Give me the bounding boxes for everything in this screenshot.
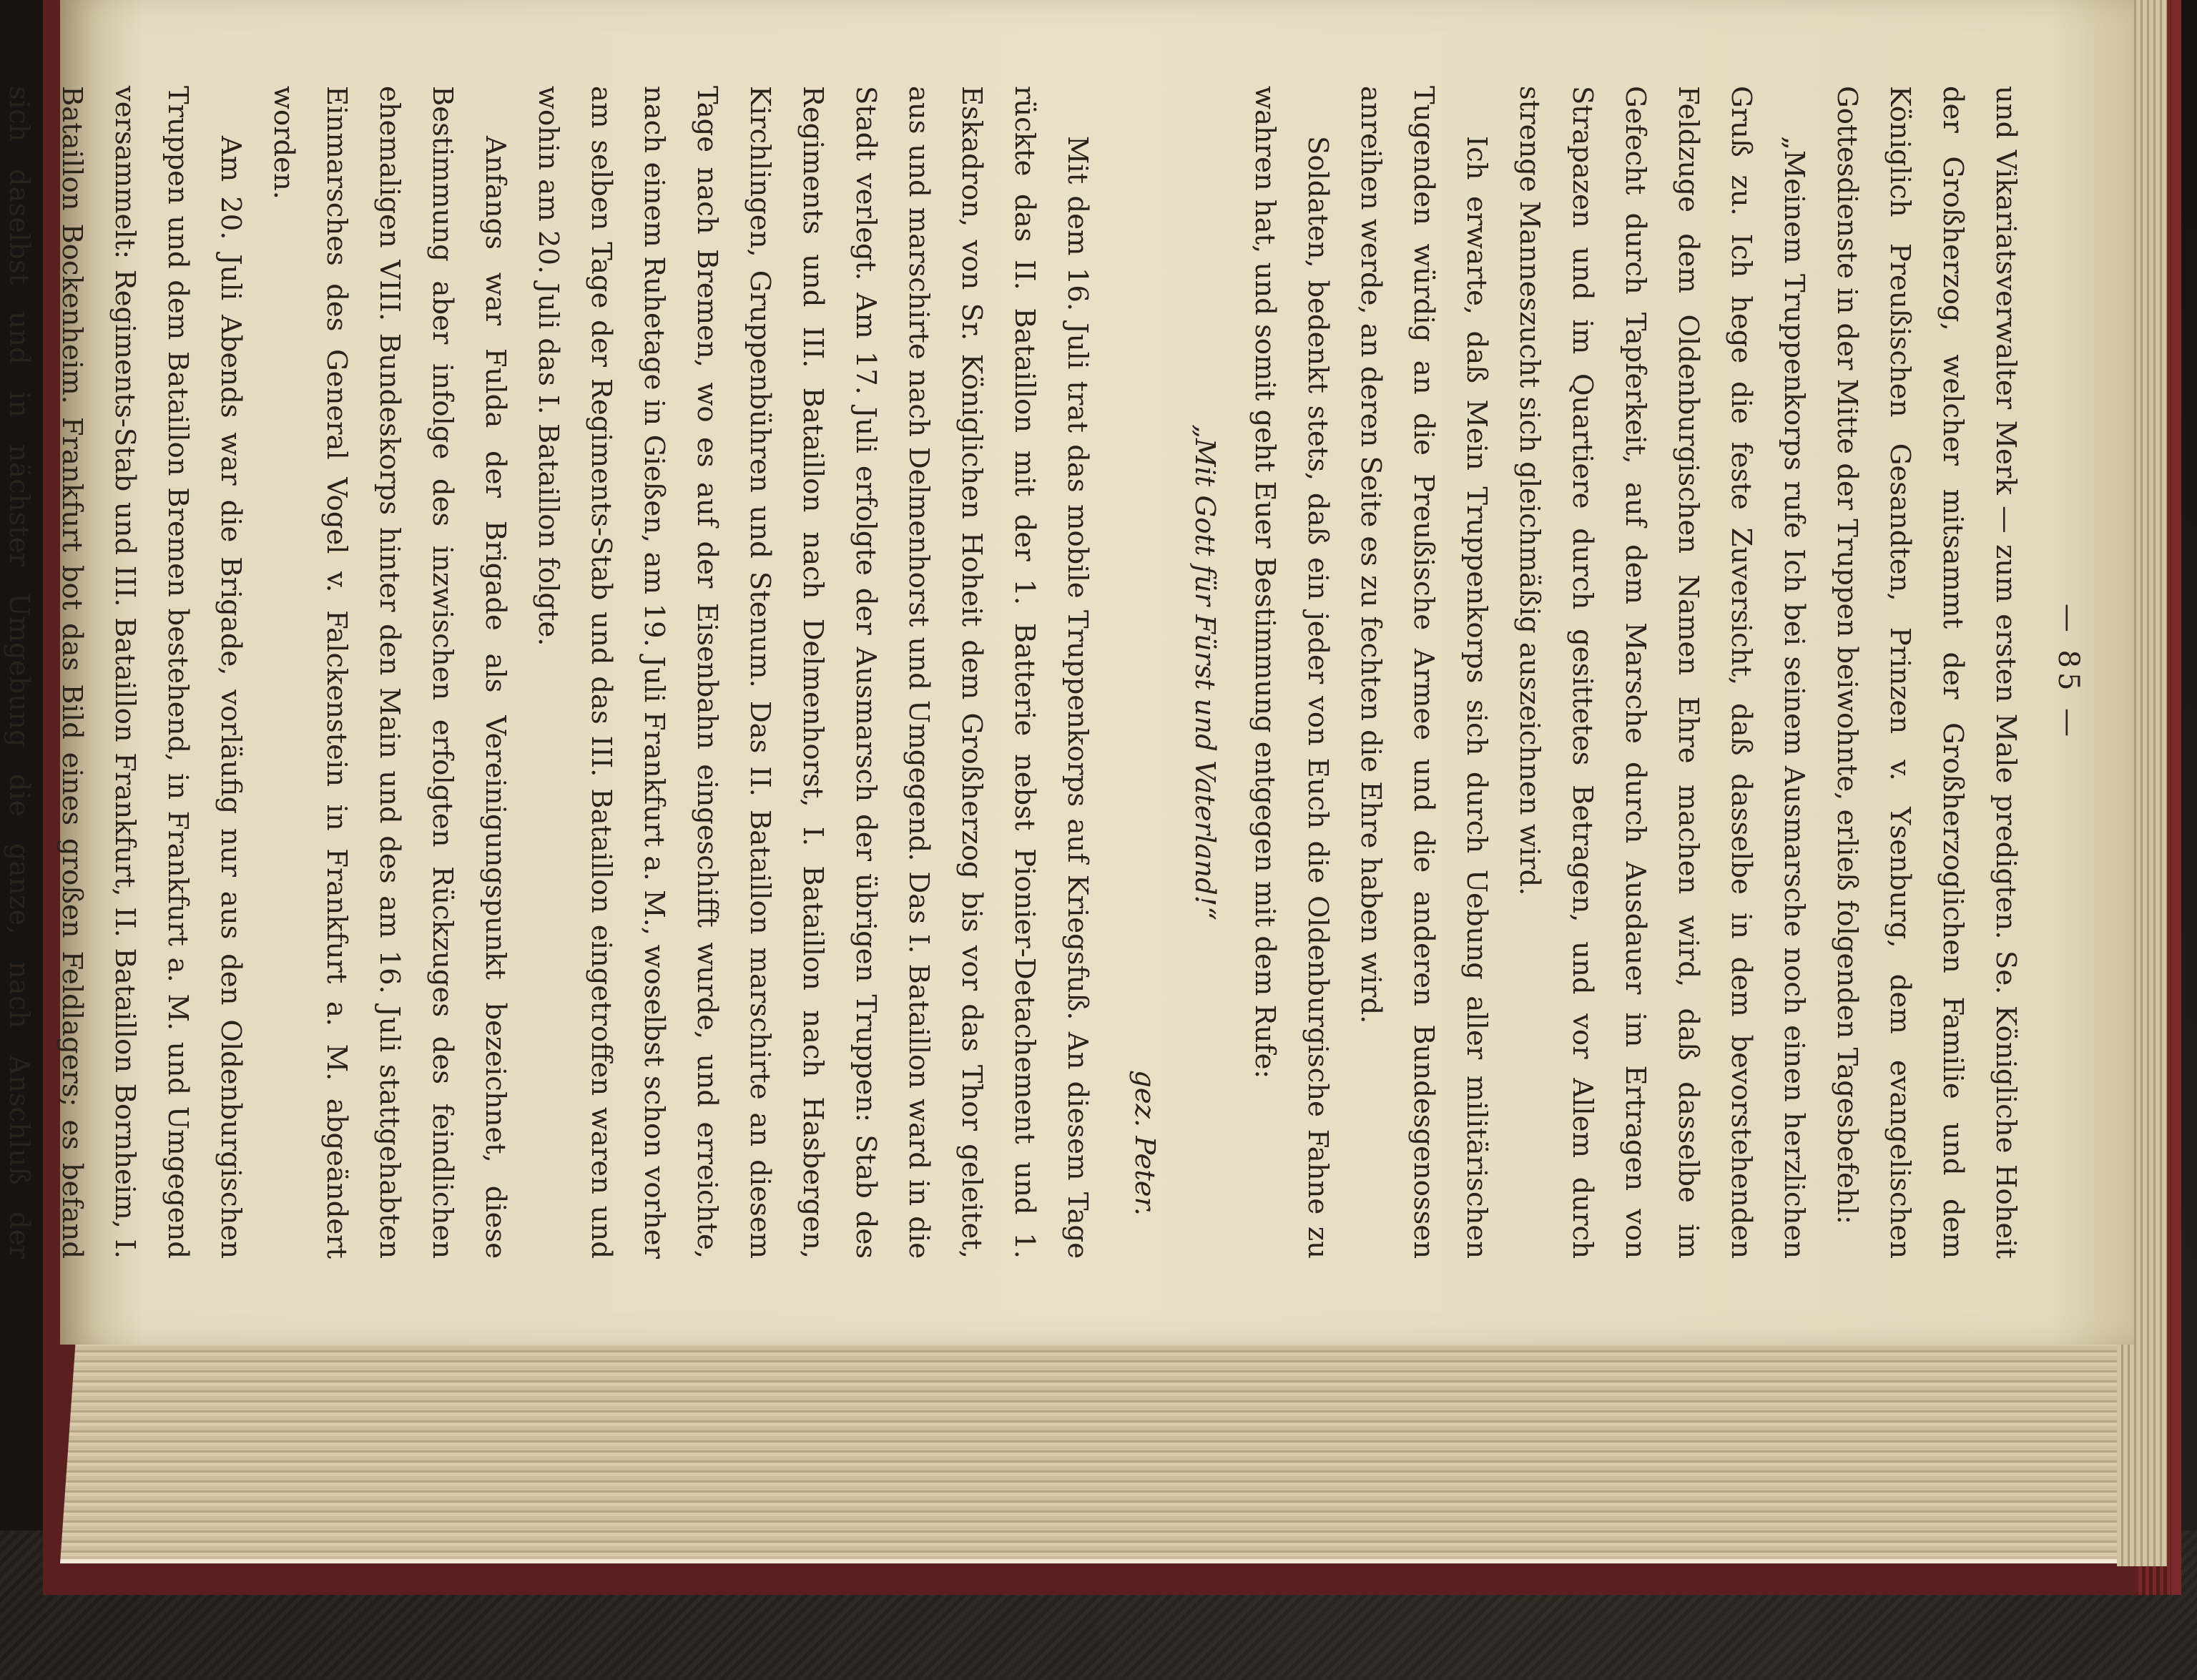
- signature: gez. Peter.: [1129, 1070, 1161, 1216]
- paragraph-3: Ich erwarte, daß Mein Truppenkorps sich durch Uebung aller militärischen Tugenden würdig an die Preußische Armee und die anderen Bundesgenossen anreihen werde, an deren Seite es zu fechten die Ehre haben wird.: [1355, 86, 1493, 1259]
- motto-line: „Mit Gott für Fürst und Vaterland!“: [1189, 424, 1221, 920]
- paragraph-6: Anfangs war Fulda der Brigade als Vereinigungspunkt bezeichnet, diese Bestimmung aber infolge des inzwischen erfolgten Rückzuges des feindlichen ehemaligen VIII. Bundeskorps hinter den Main und des am 16. Juli stattgehabten Einmarsches des General Vogel v. Falckenstein in Frankfurt a. M. abgeändert worden.: [267, 86, 511, 1259]
- paragraph-1: und Vikariatsverwalter Merk — zum ersten Male predigten. Se. Königliche Hoheit der Großherzog, welcher mitsammt der Großherzoglichen Familie und dem Königlich Preußischen Gesandten, Prinzen v. Ysenburg, dem evangelischen Gottesdienste in der Mitte der Truppen beiwohnte, erließ folgenden Tagesbefehl:: [1831, 86, 2022, 1259]
- page-number: — 85 —: [2052, 603, 2085, 742]
- paragraph-7: Am 20. Juli Abends war die Brigade, vorläufig nur aus den Oldenburgischen Truppen und dem Bataillon Bremen bestehend, in Frankfurt a. M. und Umgegend versammelt: Regiments-Stab und III. Bataillon Frankfurt, II. Bataillon Bornheim, I. Bataillon Bockenheim. Frankfurt bot das Bild eines großen Feldlagers; es befand sich daselbst und in nächster Umgebung die ganze, nach Anschluß der: [3, 86, 247, 1259]
- page-stack-bottom: [60, 1316, 2166, 1563]
- paragraph-5: Mit dem 16. Juli trat das mobile Truppenkorps auf Kriegsfuß. An diesem Tage rückte das II. Bataillon mit der 1. Batterie nebst Pionier-Detachement und 1. Eskadron, von Sr. Königlichen Hoheit dem Großherzog bis vor das Thor geleitet, aus und marschirte nach Delmenhorst und Umgegend. Das I. Bataillon ward in die Stadt verlegt. Am 17. Juli erfolgte der Ausmarsch der übrigen Truppen: Stab des Regiments und III. Bataillon nach Delmenhorst, I. Bataillon nach Hasbergen, Kirchlingen, Gruppenbühren und Stenum. Das II. Bataillon marschirte an diesem Tage nach Bremen, wo es auf der Eisenbahn eingeschifft wurde, und erreichte, nach einem Ruhetage in Gießen, am 19. Juli Frankfurt a. M., woselbst schon vorher am selben Tage der Regiments-Stab und das III. Bataillon eingetroffen waren und wohin am 20. Juli das I. Bataillon folgte.: [532, 86, 1093, 1259]
- paragraph-2: „Meinem Truppenkorps rufe Ich bei seinem Ausmarsche noch einen herzlichen Gruß zu. Ich hege die feste Zuversicht, daß dasselbe in dem bevorstehenden Feldzuge dem Oldenburgischen Namen Ehre machen wird, daß dasselbe im Gefecht durch Tapferkeit, auf dem Marsche durch Ausdauer im Ertragen von Strapazen und im Quartiere durch gesittetes Betragen, und vor Allem durch strenge Manneszucht sich gleichmäßig auszeichnen wird.: [1513, 86, 1810, 1259]
- page-text-block: [3, 86, 2085, 1259]
- paragraph-4: Soldaten, bedenkt stets, daß ein jeder von Euch die Oldenburgische Fahne zu wahren hat, und somit geht Euer Bestimmung entgegen mit dem Rufe:: [1249, 86, 1334, 1259]
